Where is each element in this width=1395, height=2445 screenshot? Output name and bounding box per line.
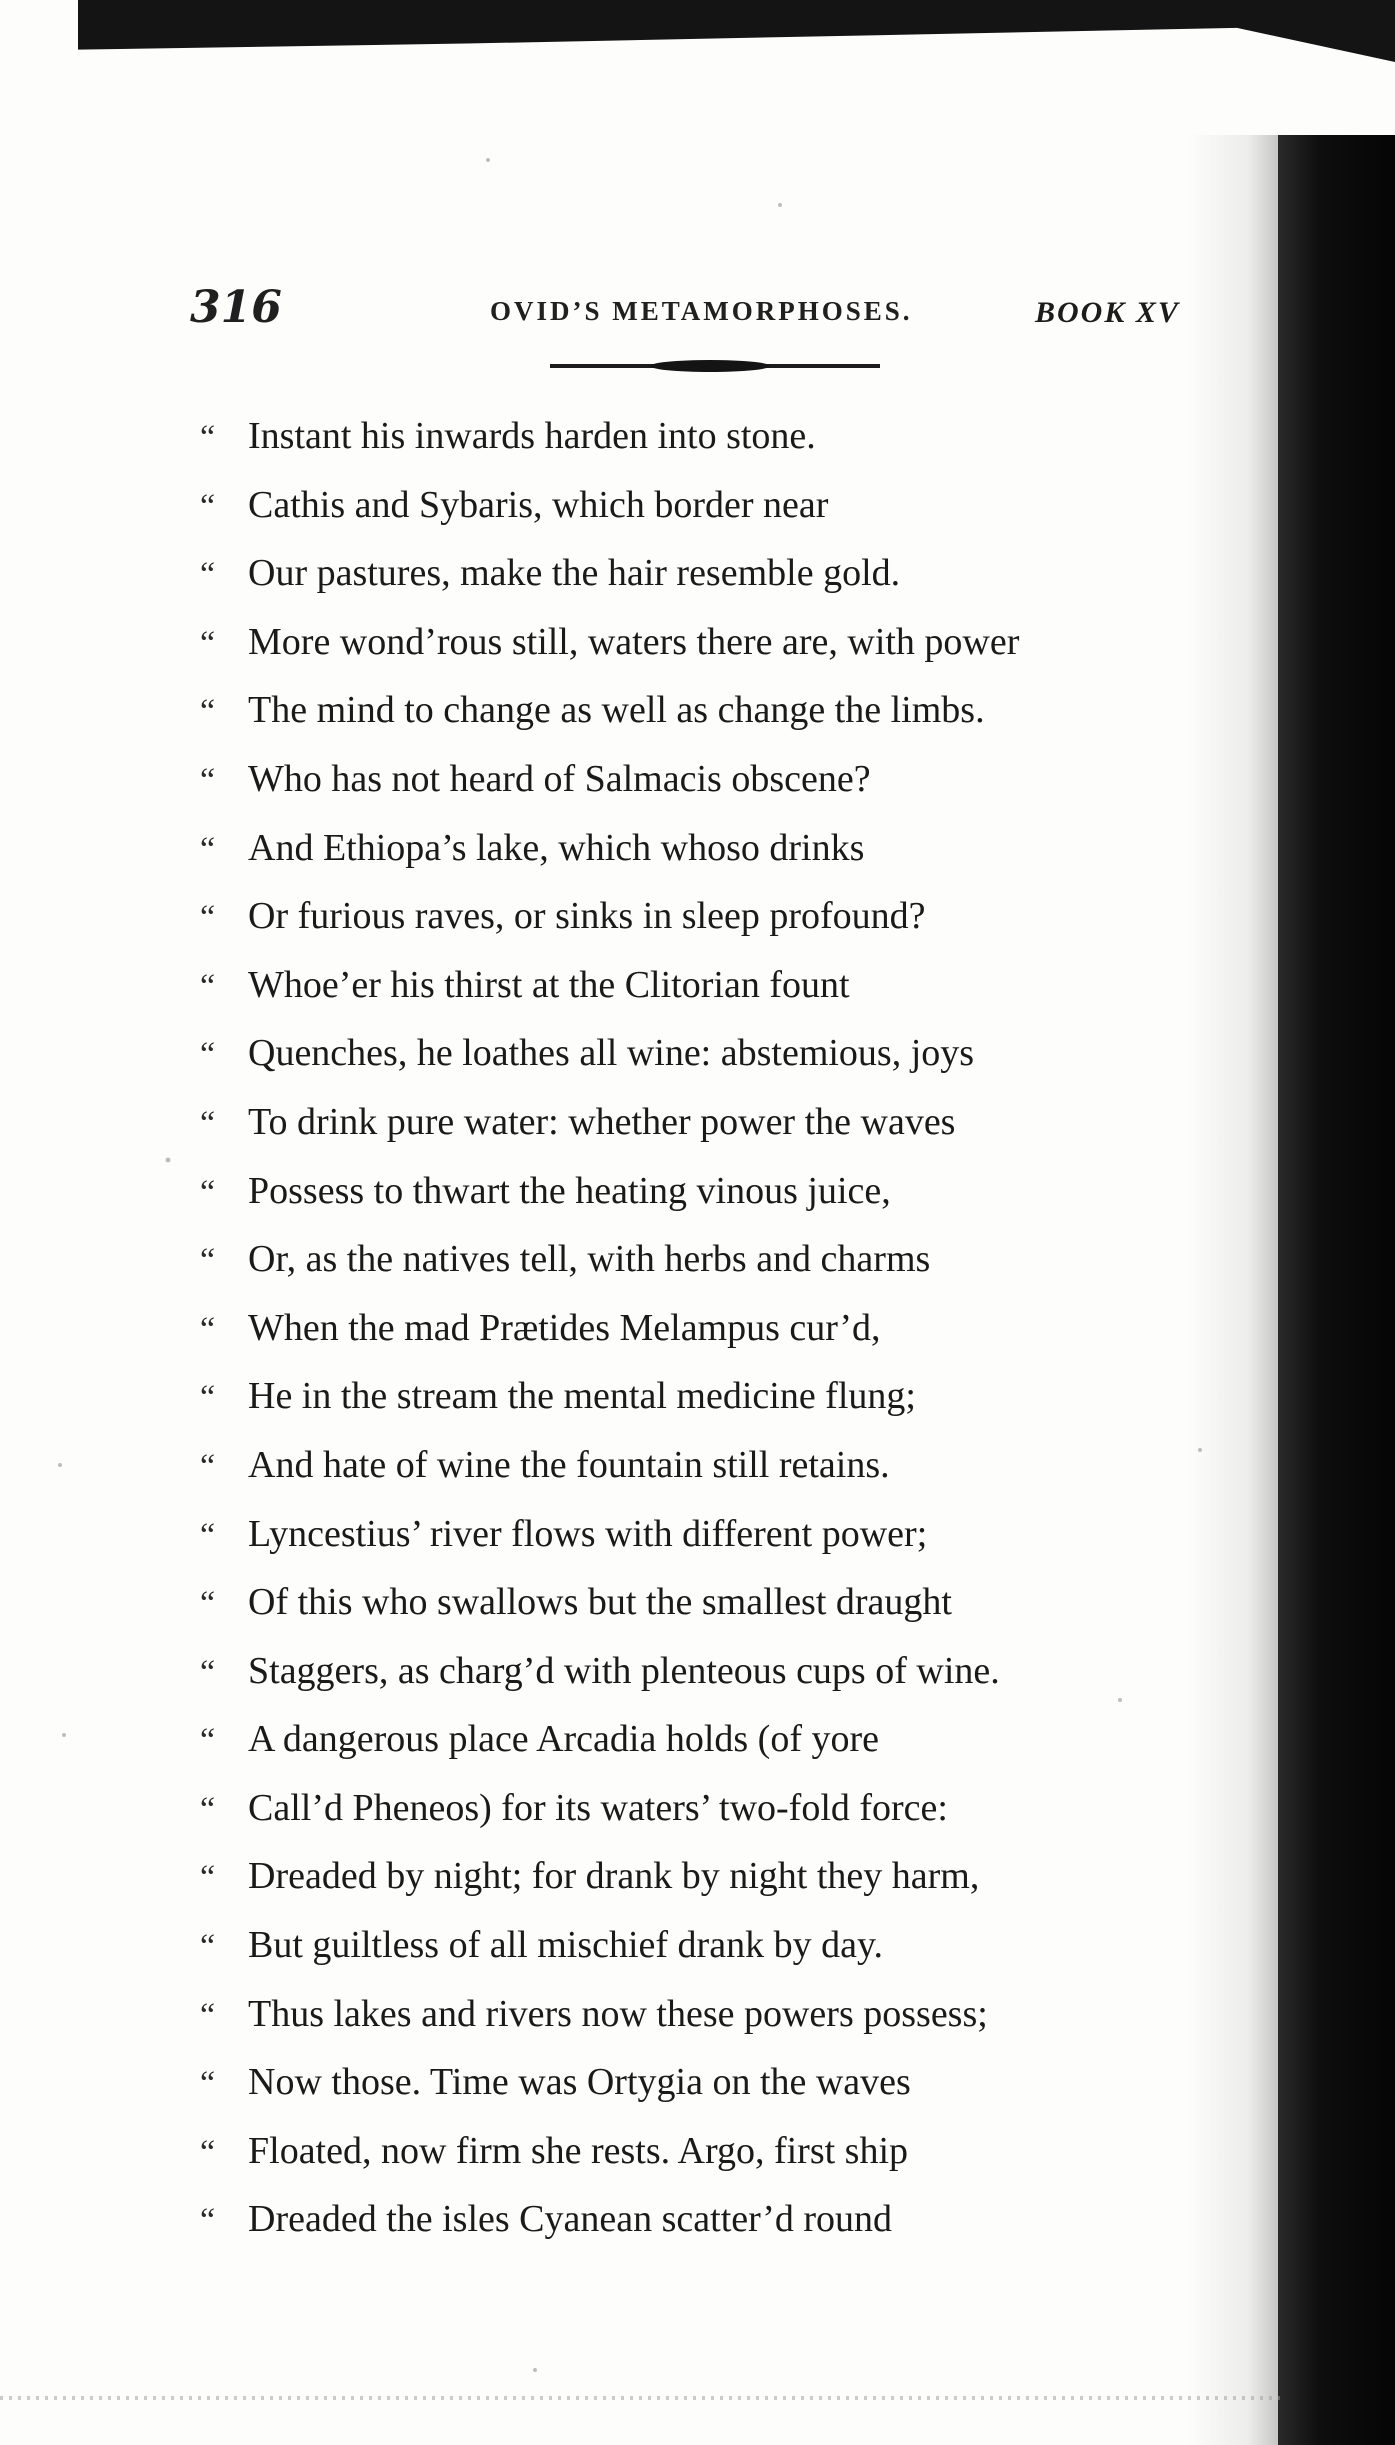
verse-line-text: A dangerous place Arcadia holds (of yore: [248, 1718, 880, 1761]
opening-quote-mark: “: [200, 1859, 216, 1897]
book-label: BOOK XV: [1035, 296, 1180, 329]
verse-line-text: And Ethiopa’s lake, which whoso drinks: [248, 826, 865, 869]
verse-line-text: To drink pure water: whether power the waves: [248, 1100, 956, 1143]
verse-line-text: Whoe’er his thirst at the Clitorian fount: [248, 963, 850, 1006]
opening-quote-mark: “: [200, 1036, 216, 1074]
opening-quote-mark: “: [200, 1310, 216, 1348]
opening-quote-mark: “: [200, 2133, 216, 2171]
verse-line-text: Dreaded the isles Cyanean scatter’d round: [248, 2198, 892, 2241]
verse-line-text: Of this who swallows but the smallest draught: [248, 1581, 952, 1624]
opening-quote-mark: “: [200, 1790, 216, 1828]
opening-quote-mark: “: [200, 2065, 216, 2103]
verse-line-text: And hate of wine the fountain still retains.: [248, 1443, 890, 1486]
verse-line-text: Our pastures, make the hair resemble gold.: [248, 552, 901, 595]
opening-quote-mark: “: [200, 556, 216, 594]
opening-quote-mark: “: [200, 1379, 216, 1417]
verse-line-text: Instant his inwards harden into stone.: [248, 415, 816, 457]
opening-quote-mark: “: [200, 830, 216, 868]
verse-line-text: Or, as the natives tell, with herbs and charms: [248, 1238, 931, 1281]
opening-quote-mark: “: [200, 1447, 216, 1485]
verse-line-text: Staggers, as charg’d with plenteous cups of wine.: [248, 1649, 1000, 1692]
running-title: OVID’S METAMORPHOSES.: [490, 296, 913, 326]
opening-quote-mark: “: [200, 967, 216, 1005]
scan-noise-bottom: [0, 2396, 1280, 2400]
verse-line-text: Possess to thwart the heating vinous juice,: [248, 1169, 891, 1212]
opening-quote-mark: “: [200, 899, 216, 937]
verse-line-text: Dreaded by night; for drank by night they harm,: [248, 1855, 980, 1898]
verse-line-text: When the mad Prætides Melampus cur’d,: [248, 1306, 881, 1349]
verse-line-text: But guiltless of all mischief drank by day.: [248, 1924, 883, 1967]
opening-quote-mark: “: [200, 761, 216, 799]
opening-quote-mark: “: [200, 1516, 216, 1554]
opening-quote-mark: “: [200, 1722, 216, 1760]
verse-line-text: Lyncestius’ river flows with different power;: [248, 1512, 928, 1555]
opening-quote-mark: “: [200, 2202, 216, 2240]
opening-quote-mark: “: [200, 1173, 216, 1211]
verse-line-text: Now those. Time was Ortygia on the waves: [248, 2061, 911, 2104]
verse-line-text: Cathis and Sybaris, which border near: [248, 483, 829, 526]
verse-line-text: Call’d Pheneos) for its waters’ two-fold force:: [248, 1786, 948, 1829]
opening-quote-mark: “: [200, 1242, 216, 1280]
verse-line-text: The mind to change as well as change the limbs.: [248, 689, 985, 732]
opening-quote-mark: “: [200, 624, 216, 662]
verse-line-text: Floated, now firm she rests. Argo, first ship: [248, 2129, 909, 2172]
page-number: 316: [190, 282, 282, 333]
opening-quote-mark: “: [200, 1585, 216, 1623]
verse-line-text: Or furious raves, or sinks in sleep profound?: [248, 895, 926, 938]
opening-quote-mark: “: [200, 1996, 216, 2034]
verse-line-text: Quenches, he loathes all wine: abstemious, joys: [248, 1032, 975, 1075]
verse-line-text: Who has not heard of Salmacis obscene?: [248, 757, 871, 800]
opening-quote-mark: “: [200, 1104, 216, 1142]
verse-line-text: Thus lakes and rivers now these powers possess;: [248, 1992, 988, 2035]
opening-quote-mark: “: [200, 487, 216, 525]
opening-quote-mark: “: [200, 1653, 216, 1691]
opening-quote-mark: “: [200, 419, 216, 456]
opening-quote-mark: “: [200, 1928, 216, 1966]
opening-quote-mark: “: [200, 693, 216, 731]
verse-line-text: More wond’rous still, waters there are, with power: [248, 620, 1020, 663]
verse-line-text: He in the stream the mental medicine flung;: [248, 1375, 916, 1418]
